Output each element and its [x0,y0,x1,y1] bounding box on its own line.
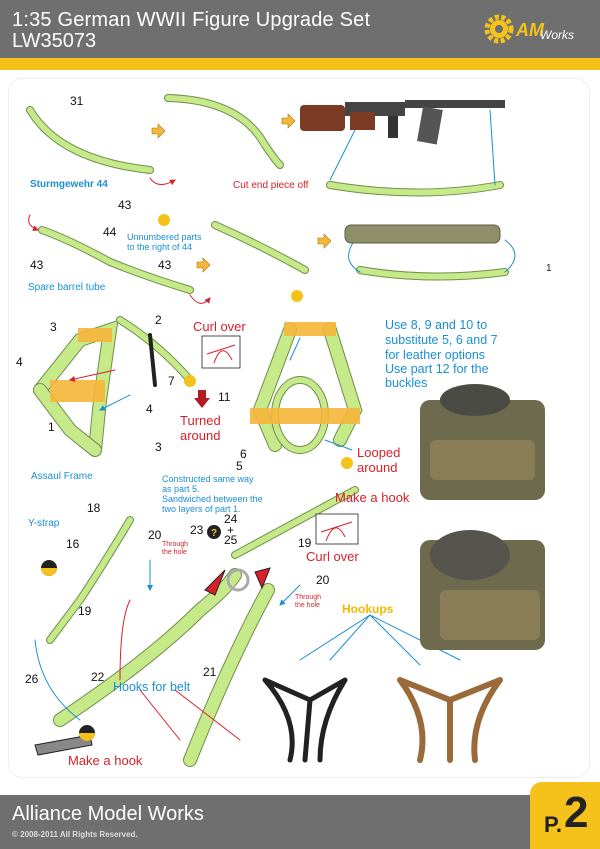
side-mark: 1 [546,263,552,274]
part-number-25: 25 [224,533,238,547]
curl-over-detail-2 [316,514,358,544]
part-number-21: 21 [203,665,217,679]
strap-31 [30,110,150,170]
spare-barrel-tube-photo [345,225,500,243]
part-number-43: 43 [158,258,172,272]
label-through-1b: the hole [162,549,187,556]
step-arrow-icon [152,124,165,138]
part-number-4: 4 [16,355,23,369]
sturmgewehr-photo [300,100,505,144]
logo-mark: AM [516,20,544,40]
part-number-18: 18 [87,501,101,515]
label-looped-around: around [357,460,398,475]
step-arrow-icon [282,114,295,128]
label-unnumbered-1: Unnumbered parts [127,232,202,242]
part-number-3: 3 [155,440,162,454]
assault-frame-photo-1 [420,384,545,500]
label-spare-barrel: Spare barrel tube [28,282,106,293]
label-y-strap: Y-strap [28,518,60,529]
page-footer [0,795,600,849]
label-turned-around: around [180,428,221,443]
label-turned: Turned [180,413,221,428]
label-through-1a: Through [162,541,189,548]
page-prefix: P. [544,812,562,837]
part-number-4: 4 [146,402,153,416]
label-make-hook-2: Make a hook [68,753,143,768]
label-curl-over: Curl over [193,319,246,334]
page-number-box [530,782,600,849]
label-through-2a: Through [295,594,322,601]
label-sturmgewehr: Sturmgewehr 44 [30,179,108,190]
part-number-20: 20 [316,573,330,587]
part-number-31: 31 [70,94,84,108]
note-use-line-4: Use part 12 for the [385,362,489,376]
turned-around-arrow-icon [194,390,210,408]
part-number-7: 7 [168,374,175,388]
part-number-43: 43 [118,198,132,212]
label-unnumbered-2: to the right of 44 [127,242,193,252]
step-arrow-icon [197,258,210,272]
part-number-19: 19 [298,536,312,550]
part-number-3: 3 [50,320,57,334]
note-use-line-5: buckles [385,376,428,390]
plus-sign: + [227,523,235,537]
part-number-11: 11 [218,390,231,404]
note-constructed-2: as part 5. [162,484,200,494]
note-use-line-2: substitute 5, 6 and 7 [385,333,498,347]
part-number-19: 19 [78,604,92,618]
label-through-2b: the hole [295,602,320,609]
note-constructed-1: Constructed same way [162,474,254,484]
header-title: 1:35 German WWII Figure Upgrade Set [12,9,371,31]
part-number-2: 2 [155,313,162,327]
y-strap-leather-photo [400,680,500,760]
svg-text:?: ? [211,528,218,539]
y-strap-harness-photo [265,680,345,760]
part-number-26: 26 [25,672,39,686]
part-number-6: 6 [240,447,247,461]
label-curl-over-2: Curl over [306,549,359,564]
header-product-code: LW35073 [12,30,97,52]
step-arrow-icon [318,234,331,248]
label-looped: Looped [357,445,401,460]
assault-frame-photo-2 [420,530,545,650]
note-use-line-1: Use 8, 9 and 10 to [385,318,488,332]
part-number-24: 24 [224,512,238,526]
part-number-43: 43 [30,258,44,272]
part-number-20: 20 [148,528,162,542]
curl-over-detail-1 [202,336,240,368]
footer-brand: Alliance Model Works [12,803,204,825]
part-number-23: 23 [190,523,204,537]
part-number-16: 16 [66,537,80,551]
label-cut-end: Cut end piece off [233,180,309,191]
label-make-hook: Make a hook [335,490,410,505]
page-number: 2 [564,788,589,837]
note-constructed-3: Sandwiched between the [162,494,263,504]
part-number-44: 44 [103,225,117,239]
label-assault-frame: Assaul Frame [31,471,93,482]
label-hookups: Hookups [342,602,394,616]
part-number-5: 5 [236,459,243,473]
logo-works: Works [540,28,574,42]
note-use-line-3: for leather options [385,348,486,362]
note-constructed-4: two layers of part 1. [162,504,241,514]
part-number-1: 1 [48,420,55,434]
footer-copyright: © 2008-2011 All Rights Reserved. [12,830,138,839]
part-number-22: 22 [91,670,105,684]
label-hooks-for-belt: Hooks for belt [113,680,191,694]
